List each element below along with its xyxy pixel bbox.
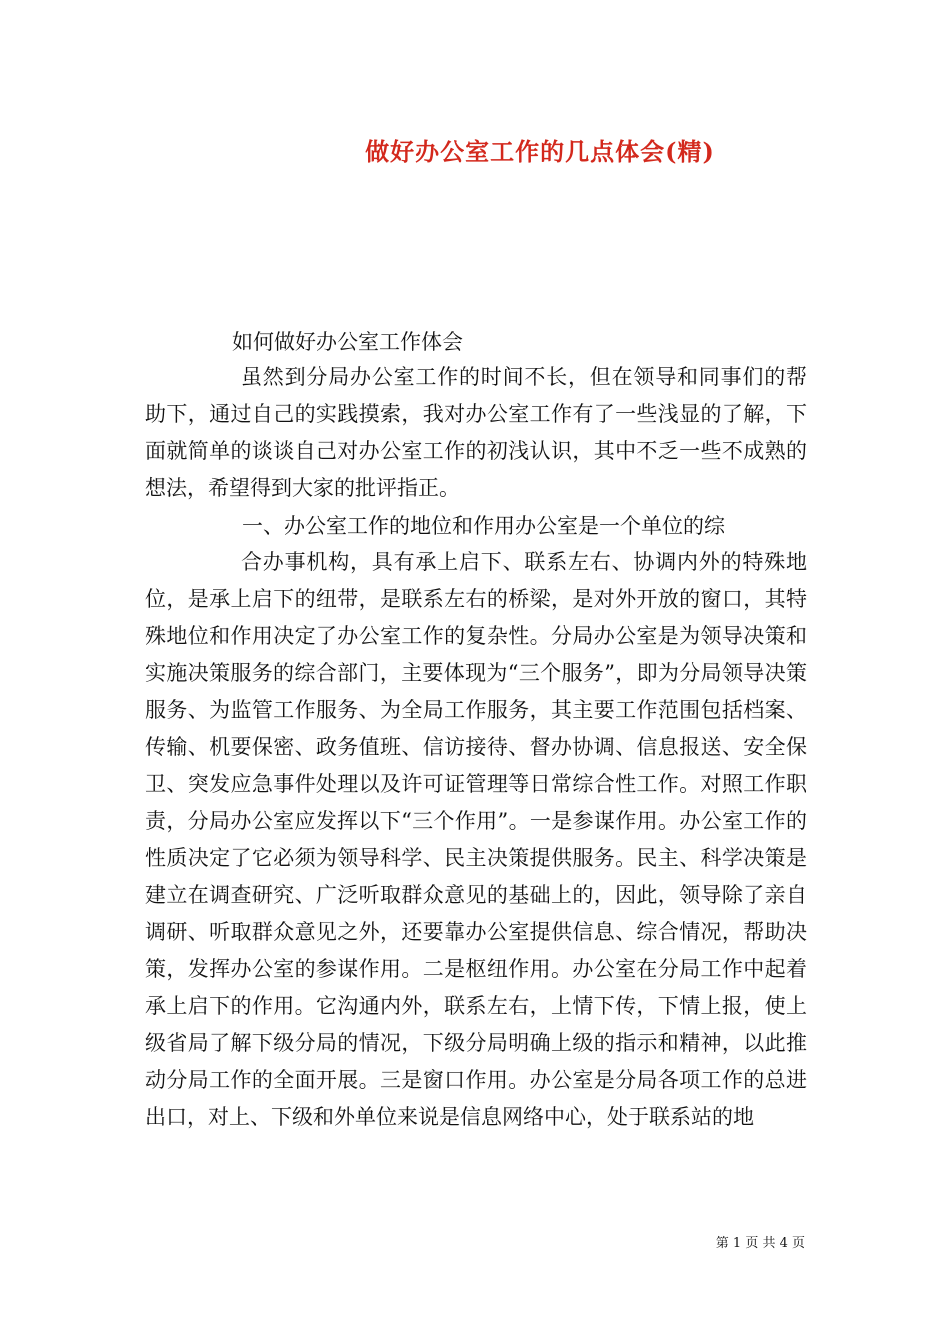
page-number: 第 1 页 共 4 页 [715, 1236, 805, 1251]
section-heading: 一、办公室工作的地位和作用办公室是一个单位的综 [242, 514, 725, 538]
document-title: 做好办公室工作的几点体会(精) [365, 137, 715, 166]
subheading: 如何做好办公室工作体会 [232, 330, 463, 354]
paragraph-role: 合办事机构，具有承上启下、联系左右、协调内外的特殊地位，是承上启下的纽带，是联系左右的桥梁，是对外开放的窗口，其特殊地位和作用决定了办公室工作的复杂性。分局办公室是为领导决策和实施决策服务的综合部门，主要体现为“三个服务”，即为分局领导决策服务、为监管工作服务、为全局工作服务，其主要工作范围包括档案、传输、机要保密、政务值班、信访接待、督办协调、信息报送、安全保卫、突发应急事件处理以及许可证管理等日常综合性工作。对照工作职责，分局办公室应发挥以下“三个作用”。一是参谋作用。办公室工作的性质决定了它必须为领导科学、民主决策提供服务。民主、科学决策是建立在调查研究、广泛听取群众意见的基础上的，因此，领导除了亲自调研、听取群众意见之外，还要靠办公室提供信息、综合情况，帮助决策，发挥办公室的参谋作用。二是枢纽作用。办公室在分局工作中起着承上启下的作用。它沟通内外，联系左右，上情下传，下情上报，使上级省局了解下级分局的情况，下级分局明确上级的指示和精神，以此推动分局工作的全面开展。三是窗口作用。办公室是分局各项工作的总进出口，对上、下级和外单位来说是信息网络中心，处于联系站的地 [145, 550, 807, 1129]
paragraph-intro: 虽然到分局办公室工作的时间不长，但在领导和同事们的帮助下，通过自己的实践摸索，我对办公室工作有了一些浅显的了解，下面就简单的谈谈自己对办公室工作的初浅认识，其中不乏一些不成熟的想法，希望得到大家的批评指正。 [145, 365, 807, 500]
